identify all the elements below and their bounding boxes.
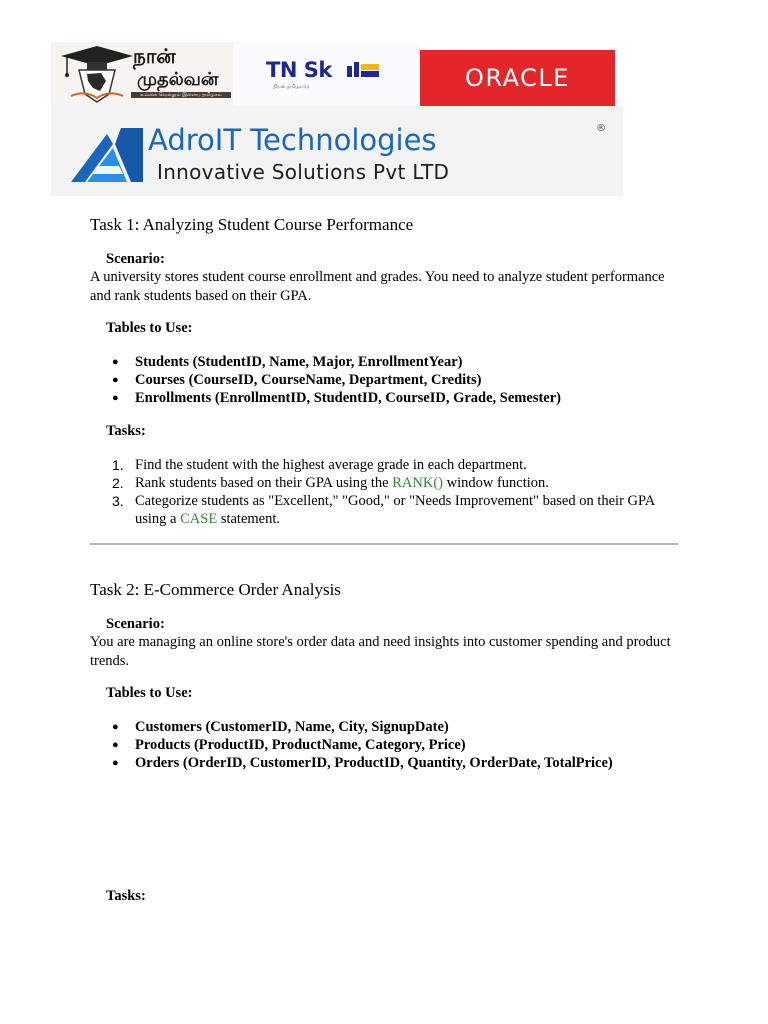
task1-tables-list [90, 353, 561, 407]
task-text: Rank students based on their GPA using the [135, 475, 393, 491]
adroit-banner [51, 106, 623, 196]
code-keyword: CASE [180, 511, 218, 527]
horizontal-divider [90, 543, 678, 545]
list-item: ● Enrollments (EnrollmentID, StudentID, CourseID, Grade, Semester) [90, 389, 561, 407]
registered-mark: ® [596, 123, 606, 134]
list-item [90, 456, 680, 474]
naan-line1: நான் [133, 44, 176, 68]
task1-title: Task 1: Analyzing Student Course Performance [90, 215, 414, 234]
tn-skill-bars-icon [345, 60, 385, 78]
list-number: 1. [112, 457, 124, 473]
naan-tagline: உலகை வெல்லும் இளைய தமிழகம் [131, 92, 231, 98]
task-text: statement. [217, 511, 281, 527]
list-item [90, 492, 680, 528]
task1-tasks-list [90, 456, 680, 528]
naan-mudhalvan-logo [51, 42, 233, 106]
oracle-logo [420, 50, 615, 106]
task2-tables-label: Tables to Use: [106, 685, 193, 701]
task2-scenario-label: Scenario: [106, 616, 165, 632]
list-item: ● Products (ProductID, ProductName, Category, Price) [90, 736, 613, 754]
naan-line2: முதல்வன் [137, 69, 219, 90]
task-text: window function. [442, 475, 549, 491]
list-number: 3. [112, 493, 124, 509]
tn-logo-text: TN Sk [266, 58, 332, 82]
banner-title: AdroIT Technologies [148, 123, 437, 157]
banner-subtitle: Innovative Solutions Pvt LTD [157, 160, 450, 184]
task1-scenario-label: Scenario: [106, 251, 165, 267]
task-text: Find the student with the highest average grade in each department. [135, 457, 527, 473]
code-keyword: RANK() [392, 475, 443, 491]
list-number: 2. [112, 475, 124, 491]
graduation-cap-icon [57, 44, 133, 104]
task1-tasks-label: Tasks: [106, 423, 146, 439]
list-item: ● Students (StudentID, Name, Major, EnrollmentYear) [90, 353, 561, 371]
task2-scenario-text: You are managing an online store's order data and need insights into customer spending and product trends. [90, 634, 671, 669]
task1-scenario-text: A university stores student course enrollment and grades. You need to analyze student performance and rank students based on their GPA. [90, 269, 665, 304]
adroit-logo-icon [71, 126, 143, 182]
tn-skill-logo [233, 42, 420, 106]
task2-tables-list [90, 718, 613, 772]
task2-title: Task 2: E-Commerce Order Analysis [90, 580, 341, 599]
list-item: ● Orders (OrderID, CustomerID, ProductID, Quantity, OrderDate, TotalPrice) [90, 754, 613, 772]
task2-tasks-label: Tasks: [106, 888, 146, 904]
oracle-logo-text: ORACLE [465, 64, 570, 92]
task-text: Categorize students as "Excellent," "Good," or "Needs Improvement" based on their GPA using a [135, 493, 655, 527]
task1-tables-label: Tables to Use: [106, 320, 193, 336]
tn-logo-subtext: திறன் தமிழ்நாடு [273, 84, 310, 90]
list-item: ● Customers (CustomerID, Name, City, SignupDate) [90, 718, 613, 736]
list-item: ● Courses (CourseID, CourseName, Department, Credits) [90, 371, 561, 389]
list-item [90, 474, 680, 492]
